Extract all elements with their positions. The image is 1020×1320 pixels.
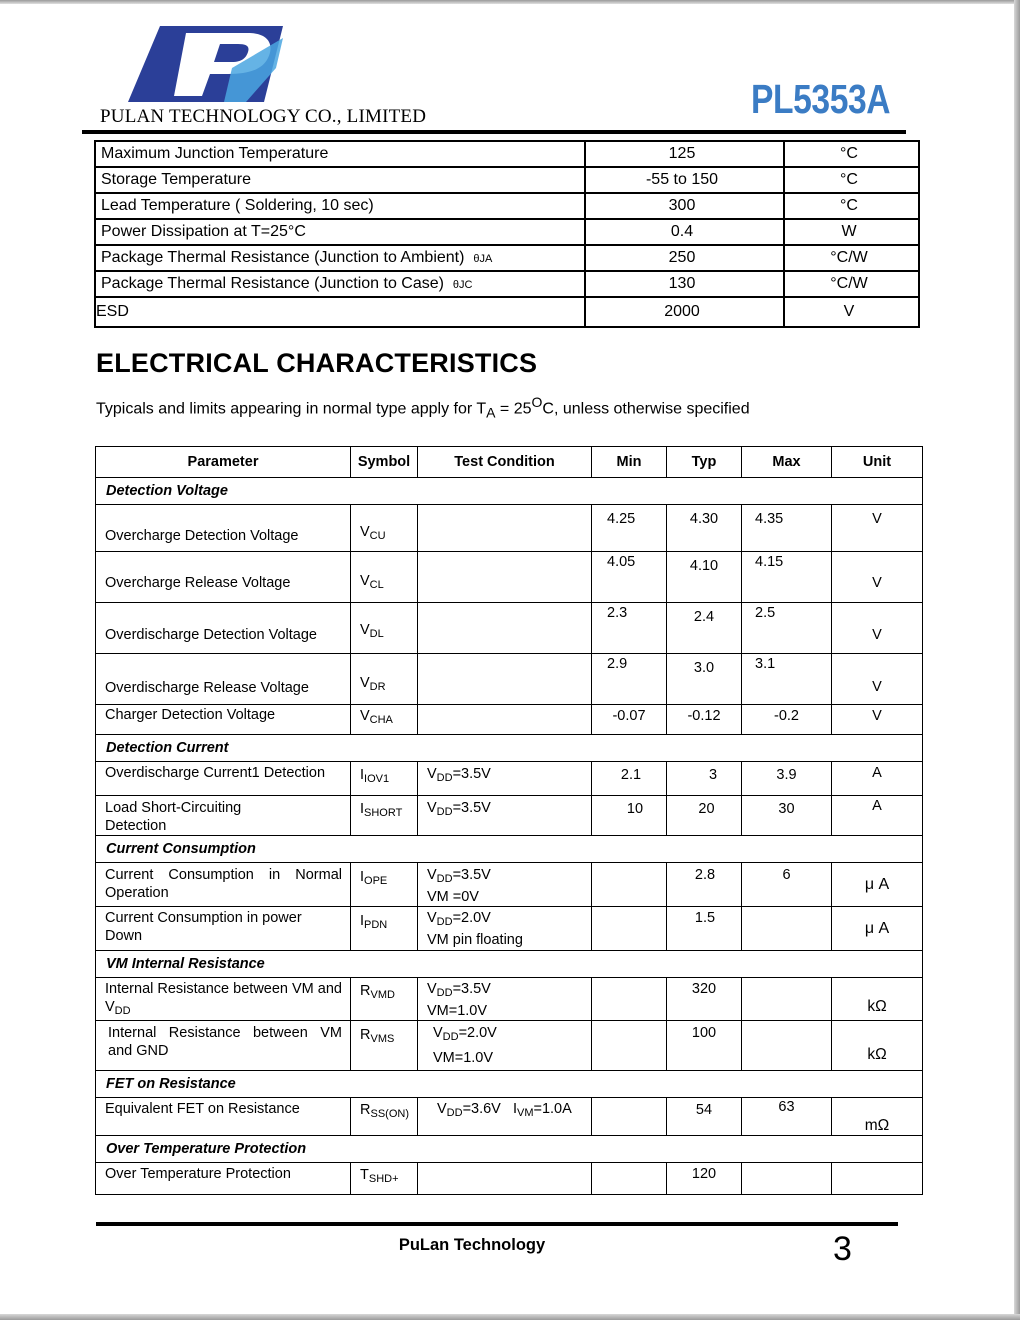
symbol-base: R — [360, 983, 371, 999]
max-cell: 3.1 — [742, 654, 832, 705]
value-cell: 300 — [585, 193, 784, 219]
table-row — [95, 193, 919, 219]
table-row — [96, 907, 923, 951]
section-label: FET on Resistance — [96, 1071, 923, 1098]
table-row — [95, 141, 919, 167]
cond-text: =3.5V — [452, 867, 491, 883]
cond-text: I — [512, 1101, 517, 1117]
symbol-sub: VMD — [370, 989, 395, 1001]
param-cell: Charger Detection Voltage — [96, 705, 351, 735]
table-row — [95, 245, 919, 271]
company-name: PULAN TECHNOLOGY CO., LIMITED — [100, 106, 427, 127]
cond-sub: DD — [436, 806, 453, 818]
param-cell: Overcharge Release Voltage — [96, 552, 351, 603]
param-cell: ESD — [95, 297, 585, 327]
part-number: PL5353A — [751, 76, 891, 122]
symbol-cell — [351, 796, 418, 836]
max-cell — [742, 907, 832, 951]
unit-cell: °C — [784, 167, 919, 193]
table-row — [96, 705, 923, 735]
param-cell: Overdischarge Current1 Detection — [96, 762, 351, 796]
cond-text: V — [427, 800, 437, 816]
table-row — [96, 863, 923, 907]
param-cell — [95, 271, 585, 297]
symbol-cell — [351, 863, 418, 907]
section-label: Detection Voltage — [96, 478, 923, 505]
cond-text: =3.6V — [462, 1101, 501, 1117]
param-cell: Power Dissipation at T=25°C — [95, 219, 585, 245]
cond-sub: DD — [436, 916, 453, 928]
symbol-cell — [351, 1163, 418, 1195]
symbol-base: I — [360, 801, 365, 817]
condition-cell — [418, 603, 592, 654]
param-cell: Load Short-Circuiting Detection — [96, 796, 351, 836]
section-label: VM Internal Resistance — [96, 951, 923, 978]
section-row — [96, 951, 923, 978]
cond-text: =3.5V — [452, 800, 491, 816]
typ-cell: 2.8 — [667, 863, 742, 907]
subtitle-text: Typicals and limits appearing in normal type apply for T — [96, 400, 487, 418]
unit-cell: °C — [784, 193, 919, 219]
typ-cell: 3 — [667, 762, 742, 796]
table-row — [96, 552, 923, 603]
symbol-sub: DR — [369, 681, 386, 693]
cond-text: V — [437, 1101, 447, 1117]
symbol-base: R — [360, 1027, 371, 1043]
section-title: ELECTRICAL CHARACTERISTICS — [96, 348, 538, 378]
cond-text: V — [427, 910, 437, 926]
min-cell: 4.25 — [592, 505, 667, 552]
electrical-characteristics-table — [95, 446, 923, 1195]
table-row — [96, 1098, 923, 1136]
cond-text: =1.0A — [533, 1101, 572, 1117]
min-cell: 2.1 — [592, 762, 667, 796]
col-header-unit: Unit — [832, 447, 923, 478]
table-row — [96, 654, 923, 705]
max-cell: 2.5 — [742, 603, 832, 654]
cond-text: VM =0V — [427, 889, 479, 905]
condition-cell — [418, 552, 592, 603]
symbol-sub: CHA — [369, 714, 393, 726]
table-row — [96, 603, 923, 654]
absolute-ratings-table — [94, 140, 920, 328]
symbol-base: R — [360, 1102, 371, 1118]
min-cell — [592, 907, 667, 951]
cond-sub: VM — [516, 1107, 534, 1119]
table-row — [95, 297, 919, 327]
symbol-cell — [351, 1021, 418, 1071]
condition-cell — [418, 907, 592, 951]
symbol-base: V — [360, 573, 370, 589]
header-rule — [82, 130, 906, 134]
unit-cell: V — [832, 603, 923, 654]
section-label: Over Temperature Protection — [96, 1136, 923, 1163]
cond-text: =2.0V — [458, 1025, 497, 1041]
condition-cell — [418, 505, 592, 552]
value-cell: 130 — [585, 271, 784, 297]
cond-text: V — [427, 981, 437, 997]
param-cell: Internal Resistance between VM and GND — [96, 1021, 351, 1071]
param-cell: Maximum Junction Temperature — [95, 141, 585, 167]
value-cell: 125 — [585, 141, 784, 167]
symbol-cell — [351, 603, 418, 654]
max-cell: 6 — [742, 863, 832, 907]
unit-cell: W — [784, 219, 919, 245]
cond-sub: DD — [436, 772, 453, 784]
max-cell: 30 — [742, 796, 832, 836]
pulan-logo — [128, 24, 288, 104]
param-cell: Overdischarge Detection Voltage — [96, 603, 351, 654]
table-header-row — [96, 447, 923, 478]
param-cell: Overdischarge Release Voltage — [96, 654, 351, 705]
symbol-base: V — [360, 675, 370, 691]
symbol-cell — [351, 705, 418, 735]
unit-cell: °C — [784, 141, 919, 167]
symbol-sub: SS(ON) — [370, 1108, 409, 1120]
symbol-base: I — [360, 913, 365, 929]
typ-cell: 100 — [667, 1021, 742, 1071]
max-cell: 3.9 — [742, 762, 832, 796]
param-cell: Equivalent FET on Resistance — [96, 1098, 351, 1136]
param-cell — [95, 245, 585, 271]
table-row — [96, 1163, 923, 1195]
page-edge-right — [1014, 0, 1020, 1320]
page-edge-bottom — [0, 1314, 1020, 1320]
section-subtitle — [96, 394, 750, 421]
section-row — [96, 836, 923, 863]
symbol-cell — [351, 907, 418, 951]
symbol-sub: CL — [369, 579, 384, 591]
param-cell: Over Temperature Protection — [96, 1163, 351, 1195]
symbol-cell — [351, 1098, 418, 1136]
table-row — [96, 1021, 923, 1071]
symbol-sub: DL — [369, 628, 384, 640]
unit-cell: V — [832, 705, 923, 735]
param-cell: Lead Temperature ( Soldering, 10 sec) — [95, 193, 585, 219]
condition-cell — [418, 1021, 592, 1071]
typ-cell: 1.5 — [667, 907, 742, 951]
typ-cell: -0.12 — [667, 705, 742, 735]
cond-text: V — [433, 1025, 443, 1041]
unit-cell: μ A — [832, 863, 923, 907]
table-row — [96, 505, 923, 552]
min-cell — [592, 1021, 667, 1071]
unit-cell: V — [832, 654, 923, 705]
cond-text: VM=1.0V — [427, 1003, 488, 1019]
min-cell: 2.3 — [592, 603, 667, 654]
unit-cell: A — [832, 762, 923, 796]
min-cell — [592, 863, 667, 907]
symbol-sub: PDN — [364, 919, 388, 931]
cond-sub: DD — [442, 1031, 459, 1043]
condition-cell — [418, 1163, 592, 1195]
symbol-sub: IOV1 — [364, 773, 390, 785]
section-label: Detection Current — [96, 735, 923, 762]
table-row — [96, 762, 923, 796]
col-header-parameter: Parameter — [96, 447, 351, 478]
param-cell: Overcharge Detection Voltage — [96, 505, 351, 552]
condition-cell — [418, 863, 592, 907]
cond-text: =3.5V — [452, 766, 491, 782]
section-label: Current Consumption — [96, 836, 923, 863]
subtitle-sub: A — [486, 404, 496, 421]
cond-sub: DD — [436, 873, 453, 885]
param-cell: Current Consumption in Normal Operation — [96, 863, 351, 907]
unit-cell: V — [832, 505, 923, 552]
section-row — [96, 735, 923, 762]
condition-cell — [418, 705, 592, 735]
param-cell — [96, 978, 351, 1021]
cond-text: =3.5V — [452, 981, 491, 997]
typ-cell: 4.10 — [667, 552, 742, 603]
param-sub: DD — [114, 1005, 131, 1017]
symbol-sub: VMS — [370, 1033, 395, 1045]
cond-text: V — [427, 867, 437, 883]
table-row — [96, 796, 923, 836]
cond-sub: DD — [436, 987, 453, 999]
typ-cell: 54 — [667, 1098, 742, 1136]
typ-cell: 20 — [667, 796, 742, 836]
condition-cell — [418, 978, 592, 1021]
typ-cell: 2.4 — [667, 603, 742, 654]
col-header-symbol: Symbol — [351, 447, 418, 478]
page-number: 3 — [833, 1230, 852, 1268]
cond-text: V — [427, 766, 437, 782]
symbol-cell — [351, 762, 418, 796]
table-row — [96, 978, 923, 1021]
cond-text: VM=1.0V — [433, 1050, 494, 1066]
col-header-max: Max — [742, 447, 832, 478]
typ-cell: 320 — [667, 978, 742, 1021]
param-cell: Current Consumption in power Down — [96, 907, 351, 951]
symbol-sub: SHORT — [364, 807, 403, 819]
unit-cell: kΩ — [832, 1021, 923, 1071]
max-cell: -0.2 — [742, 705, 832, 735]
footer-company: PuLan Technology — [398, 1236, 546, 1254]
param-text: Package Thermal Resistance (Junction to Case) — [101, 275, 444, 292]
unit-cell: A — [832, 796, 923, 836]
max-cell: 4.15 — [742, 552, 832, 603]
subtitle-sup: O — [531, 394, 543, 410]
theta-symbol: θJC — [452, 279, 473, 291]
unit-cell: V — [784, 297, 919, 327]
symbol-base: V — [360, 524, 370, 540]
subtitle-text: C, unless otherwise specified — [542, 400, 750, 418]
symbol-base: I — [360, 869, 365, 885]
table-row — [95, 271, 919, 297]
symbol-base: V — [360, 708, 370, 724]
condition-cell — [418, 762, 592, 796]
max-cell: 4.35 — [742, 505, 832, 552]
cond-sub: DD — [446, 1107, 463, 1119]
unit-cell: μ A — [832, 907, 923, 951]
unit-cell: mΩ — [832, 1098, 923, 1136]
cond-text: =2.0V — [452, 910, 491, 926]
min-cell: 4.05 — [592, 552, 667, 603]
col-header-typ: Typ — [667, 447, 742, 478]
value-cell: -55 to 150 — [585, 167, 784, 193]
value-cell: 2000 — [585, 297, 784, 327]
param-text: Internal Resistance between VM and V — [105, 981, 342, 1015]
condition-cell — [418, 796, 592, 836]
unit-cell: °C/W — [784, 271, 919, 297]
col-header-min: Min — [592, 447, 667, 478]
max-cell — [742, 1021, 832, 1071]
symbol-cell — [351, 978, 418, 1021]
min-cell — [592, 1098, 667, 1136]
typ-cell: 4.30 — [667, 505, 742, 552]
param-cell: Storage Temperature — [95, 167, 585, 193]
symbol-sub: CU — [369, 530, 386, 542]
symbol-cell — [351, 552, 418, 603]
symbol-base: I — [360, 767, 365, 783]
symbol-cell — [351, 654, 418, 705]
unit-cell: V — [832, 552, 923, 603]
condition-cell — [418, 1098, 592, 1136]
table-row — [95, 167, 919, 193]
min-cell: 2.9 — [592, 654, 667, 705]
unit-cell — [832, 1163, 923, 1195]
symbol-base: V — [360, 622, 370, 638]
value-cell: 0.4 — [585, 219, 784, 245]
min-cell: -0.07 — [592, 705, 667, 735]
cond-text: VM pin floating — [427, 932, 523, 948]
max-cell: 63 — [742, 1098, 832, 1136]
subtitle-text: = 25 — [495, 400, 532, 418]
footer-rule — [96, 1222, 898, 1226]
table-row — [95, 219, 919, 245]
theta-symbol: θJA — [473, 253, 493, 265]
symbol-sub: OPE — [364, 875, 388, 887]
value-cell: 250 — [585, 245, 784, 271]
max-cell — [742, 1163, 832, 1195]
condition-cell — [418, 654, 592, 705]
section-row — [96, 1136, 923, 1163]
page-edge-top — [0, 0, 1020, 4]
typ-cell: 120 — [667, 1163, 742, 1195]
col-header-test-condition: Test Condition — [418, 447, 592, 478]
min-cell — [592, 978, 667, 1021]
symbol-base: T — [360, 1167, 369, 1183]
symbol-cell — [351, 505, 418, 552]
param-text: Package Thermal Resistance (Junction to Ambient) — [101, 249, 465, 266]
typ-cell: 3.0 — [667, 654, 742, 705]
unit-cell: °C/W — [784, 245, 919, 271]
symbol-sub: SHD+ — [368, 1173, 399, 1185]
min-cell: 10 — [592, 796, 667, 836]
max-cell — [742, 978, 832, 1021]
min-cell — [592, 1163, 667, 1195]
section-row — [96, 478, 923, 505]
unit-cell: kΩ — [832, 978, 923, 1021]
section-row — [96, 1071, 923, 1098]
